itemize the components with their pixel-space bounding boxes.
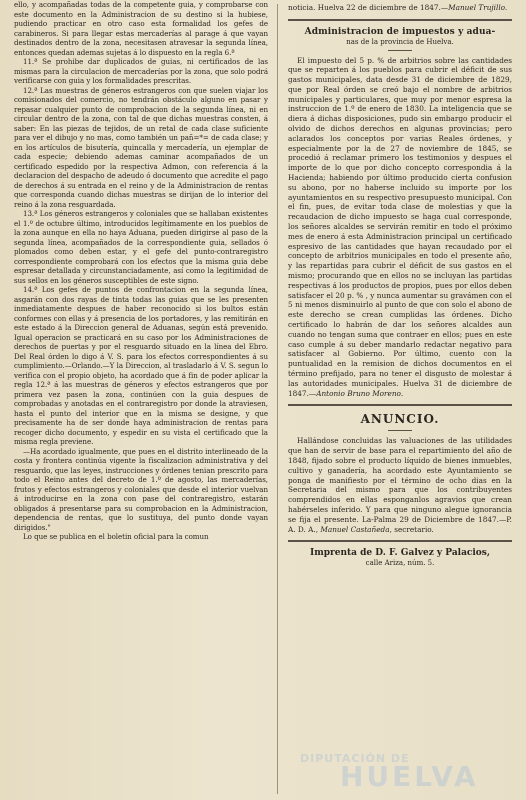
- admin-body: [288, 56, 512, 399]
- notice-closing: [288, 3, 512, 13]
- admin-subheading: nas de la provincia de Huelva.: [346, 37, 454, 46]
- left-paragraph-4: 13.ª Los géneros estrangeros y coloniales que se hallaban existentes el 1.º de octubre último, introducidos legítimamente en los pueblos de la zona aunque en ella no haya Aduana, pueden dirigirse al paso de la segunda línea, acompañados de la correspondiente guia, sellados ó plomados como deben estar, y el gefe del punto-contraregistro correspondiente comprobará con los efectos que la misma guia debe espresar detallada y circunstanciadamente, así como la legitimidad de sus sellos en los géneros susceptibles de este signo.: [14, 209, 268, 285]
- left-paragraph-3: 12.ª Las muestras de géneros estrangeros con que suelen viajar los comisionados del comercio, no tendrán obstáculo alguno en pasar y repasar cualquier punto de comprobacion de la segunda línea, ni en circular dentro de la zona, con tal de que dichas muestras consten, á saber: En las piezas de tejidos, de un retal de cada clase suficiente para ver el dibujo y no mas, como también un pañ=*= de cada clase; y en los artículos de bisutería, quincalla y mercadería, un ejemplar de cada especie; debiendo ademas caminar acompañados de un certificado espedido por la respectiva Admon, con referencia á la declaracion del despacho de adeudo ó documento que acredite el pago de derechos á su entrada en el reino y de la Administracion de rentas que corresponda cuando dichas muestras se dirijan de lo interior del reino á la zona resguardada.: [14, 85, 268, 209]
- section-rule-2: [288, 404, 512, 406]
- notice-closing-text: noticia. Huelva 22 de diciembre de 1847.—: [288, 3, 449, 12]
- right-column: [288, 0, 512, 567]
- left-paragraph-7: Lo que se publica en el boletin oficial para la comun: [23, 532, 209, 541]
- left-paragraph-5: 14.ª Los gefes de puntos de confrontacion en la segunda línea, asgarán con dos rayas de tinta todas las guias que se les presenten inmediatamente despues de haber reconocido si los bultos están conformes con ellas y á presencia de los portadores, y las remitirán en este estado á la Direccion general de Aduanas, según está prevenido. Igual operacion se practicará en su caso por los Administraciones de derechos de puertas y por el resguardo situado en la línea del Ebro. Del Real órden lo digo á V. S. para los efectos correspondientes á su cumplimiento.—Orlando.—Y la Direccion, al trasladarlo á V. S. segun lo verifica con el propio objeto, ha acordado que á fin de poder aplicar la regla 12.ª á las muestras de géneros y efectos estrangeros que por primera vez pasen la zona, continúen con la guia despues de comprobadas y anotadas en el contraregistro por donde la atraviesen, hasta el punto del interior que en la misma se designe, y que precisamente ha de ser donde haya administracion de rentas para recoger dicho documento, y espedir en su vista el certificado que la misma regla previene.: [14, 285, 268, 446]
- section-rule-3: [288, 540, 512, 542]
- watermark-logo: [300, 752, 510, 792]
- admin-heading: Administracion de impuestos y adua-: [304, 26, 496, 37]
- anuncio-end: , secretario.: [389, 524, 434, 534]
- watermark-line-2: HUELVA: [340, 760, 479, 793]
- admin-body-text: El impuesto del 5 p. % de arbitrios sobre las cantidades que se reparten á los pueblos para cubrir el déficit de sus gastos municipales, data desde 31 de diciembre de 1829, que por Real órden se creó bajo el nombre de arbitrios municipales y particulares, que muy por menor espresa la instruccion de 1.º de enero de 1830. La inteligencia que se diera á dichas disposiciones, pudo sin embargo producir el olvido de dichos derechos en algunas provincias; pero aclarados los conceptos por varias Reales órdenes, y especialmente por la de 27 de noviembre de 1845, se procedió á reclamar primero los testimonios y despues el importe de lo que por dicho concepto correspondia á la Hacienda; habiendo por último producido cierta confusion su abono, por no haberse incluido su importe por los ayuntamientos en su respectivo presupuesto municipal. Con el fin, pues, de evitar toda clase de molestias y que la recaudacion de dicho impuesto se haga cual corresponde, los señores alcaldes se servirán remitir en todo el próximo mes de enero á esta Administracion principal un certificado espresivo de las cantidades que hayan recaudado por el concepto de arbitrios municipales en todo el presente año, y las repartidas para cubrir el déficit de sus gastos en el mismo; procurando que en ellos no se incluyan las partidas respectivas á los productos de propios, pues por ellos deben satisfacer el 20 p. % , y nunca aumentar su gravámen con el 5 ni menos disminuirlo al punto de que con solo el abono de este derecho se crean cumplidas las órdenes. Dicho certificado lo habrán de dar los señores alcaldes aun cuando no tengan suma que contraer en ellos; pues en este caso cumple á su deber mandarlo redactar negativo para satisfacer al Gobierno. Por último, cuento con la puntualidad en la remision de dichos documentos en el término prefijado, para no tener el disgusto de molestar á las autoridades municipales. Huelva 31 de diciembre de 1847.—: [288, 55, 512, 398]
- left-paragraph-1: ello, y acompañadas todas de la competente guia, y comprobarse con este documento en la Administracion de su destino si la hubiese, pudiendo practicar en otro caso esta formalidad los gefes de carabineros. Si para llegar estas mercaderías al parage á que vayan destinados dentro de la zona, necesitasen atravesar la segunda línea, entonces quedan ademas sujetas á lo dispuesto en la regla 6.ª: [14, 0, 268, 57]
- short-rule-2: [388, 430, 412, 431]
- imprenta-line: Imprenta de D. F. Galvez y Palacios,: [309, 548, 491, 559]
- admin-signature: Antonio Bruno Moreno.: [316, 388, 404, 398]
- watermark-line-1: DIPUTACIÓN DE: [300, 752, 410, 765]
- anuncio-body-text: Hallándose concluidas las valuaciones de las utilidades que han de servir de base para el repartimiento del año de 1848, fijado sobre el producto líquido de bienes inmuebles, cultivo y ganadería, ha acordado este Ayuntamiento se ponga de manifiesto por el término de ocho dias en la Secretaria del mismo para que los contribuyentes comprendidos en ellas esponganlos agravios que crean habérseles inferido. Y para que ninguno alegue ignorancia se fija el presente. La-Palma 29 de Diciembre de 1847.—P. A. D. A.,: [288, 436, 512, 534]
- imprenta-address: calle Ariza, núm. 5.: [365, 559, 435, 568]
- left-paragraph-6: —Ha acordado igualmente, que pues en el distrito interlineado de la costa y frontera continúa vigente la fiscalizacion administrativa y del resguardo, que las leyes, instrucciones y órdenes tenian prescrito para todo el Reino antes del decreto de 1.º de agosto, las mercaderías, frutos y efectos estrangeros y coloniales que desde el interior vuelvan á introducirse en la zona con pase del contraregistro, estarán obligados á presentarse para su comprobacion en la Administracion, dependencia de rentas, que lo sustituya, del punto donde vayan dirigidos.": [14, 446, 268, 532]
- section-rule: [288, 19, 512, 21]
- anuncio-body: [288, 436, 512, 534]
- left-column: [14, 0, 268, 542]
- notice-signature: Manuel Trujillo.: [448, 3, 508, 12]
- short-rule: [388, 50, 412, 51]
- column-divider: [277, 4, 278, 794]
- anuncio-title: ANUNCIO.: [360, 412, 440, 427]
- left-paragraph-2: 11.ª Se prohibe dar duplicados de guias, ni certificados de las mismas para la circulacion de mercaderías por la zona, que solo podrá verificarse con guia y los formalidades prescritas.: [14, 57, 268, 85]
- anuncio-signature: Manuel Castañeda: [320, 524, 390, 534]
